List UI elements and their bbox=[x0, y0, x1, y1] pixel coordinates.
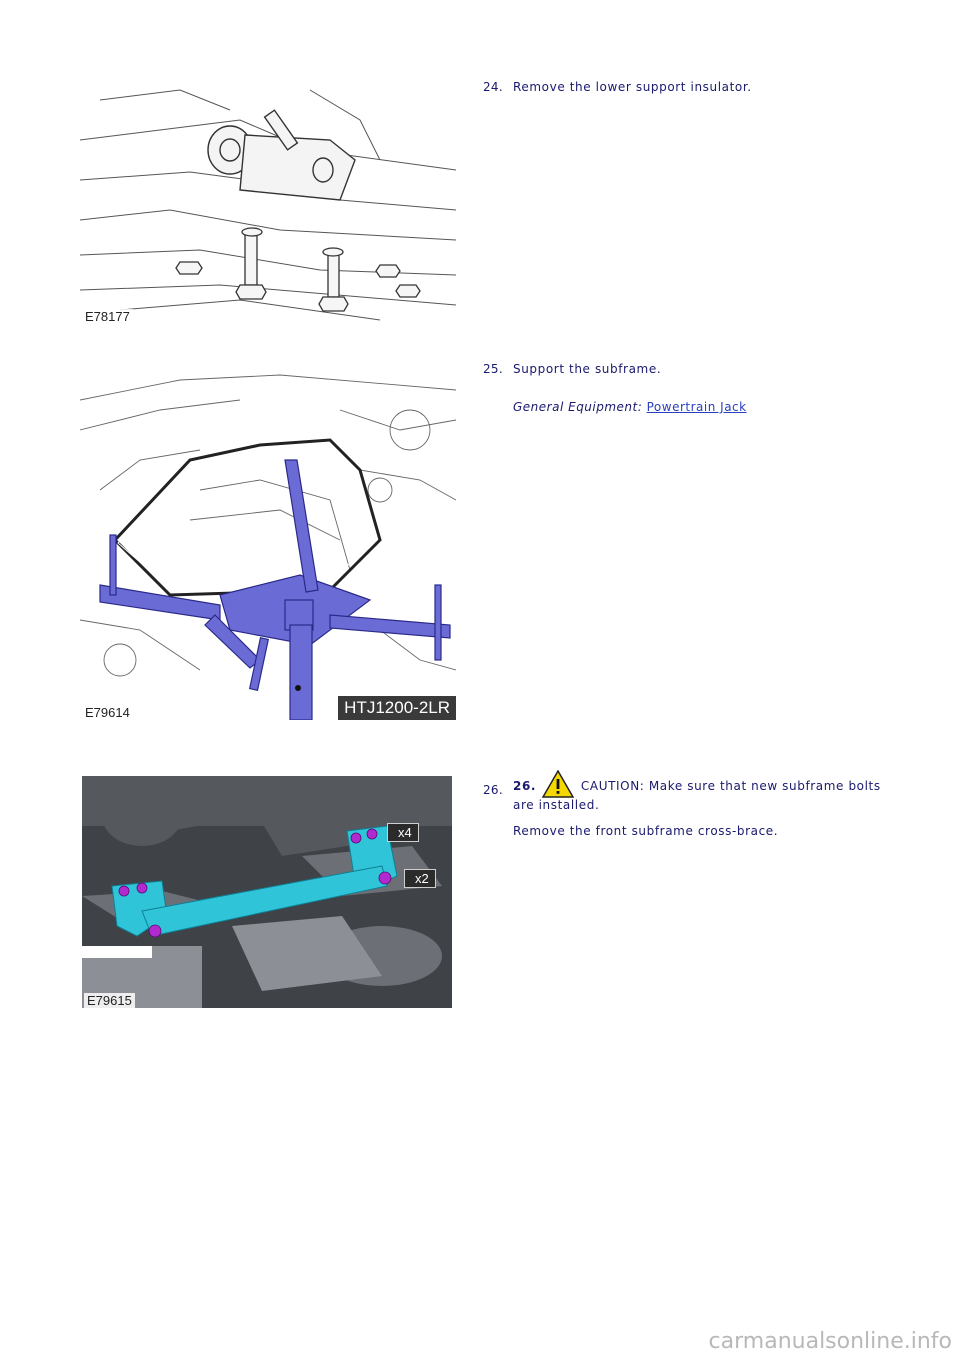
caution-step-number: 26. bbox=[513, 779, 537, 793]
cross-brace-illustration bbox=[82, 776, 452, 1008]
callout-x4: x4 bbox=[387, 823, 419, 842]
general-equipment bbox=[513, 400, 747, 414]
figure-support-subframe bbox=[80, 370, 456, 720]
caution-block bbox=[513, 770, 903, 813]
warning-icon bbox=[542, 770, 574, 798]
step-instruction: Remove the front subframe cross-brace. bbox=[513, 824, 779, 838]
figure-id: E79614 bbox=[82, 705, 133, 720]
tool-reference-tag: HTJ1200-2LR bbox=[338, 696, 456, 720]
figure-id: E79615 bbox=[84, 993, 135, 1008]
equipment-label: General Equipment: bbox=[513, 400, 643, 414]
powertrain-jack-illustration bbox=[80, 370, 456, 720]
caution-text: CAUTION: Make sure that new subframe bolts are installed. bbox=[513, 779, 881, 812]
step-number: 24. bbox=[483, 80, 503, 94]
powertrain-jack-link[interactable]: Powertrain Jack bbox=[646, 400, 747, 414]
step-instruction: Remove the lower support insulator. bbox=[513, 80, 752, 94]
insulator-illustration bbox=[80, 80, 456, 324]
watermark-footer: carmanualsonline.info bbox=[708, 1329, 952, 1354]
step-number: 26. bbox=[483, 783, 503, 797]
figure-id: E78177 bbox=[82, 309, 133, 324]
callout-x2: x2 bbox=[404, 869, 436, 888]
step-number: 25. bbox=[483, 362, 503, 376]
figure-lower-support-insulator bbox=[80, 80, 456, 324]
figure-cross-brace bbox=[82, 776, 452, 1008]
step-instruction: Support the subframe. bbox=[513, 362, 662, 376]
